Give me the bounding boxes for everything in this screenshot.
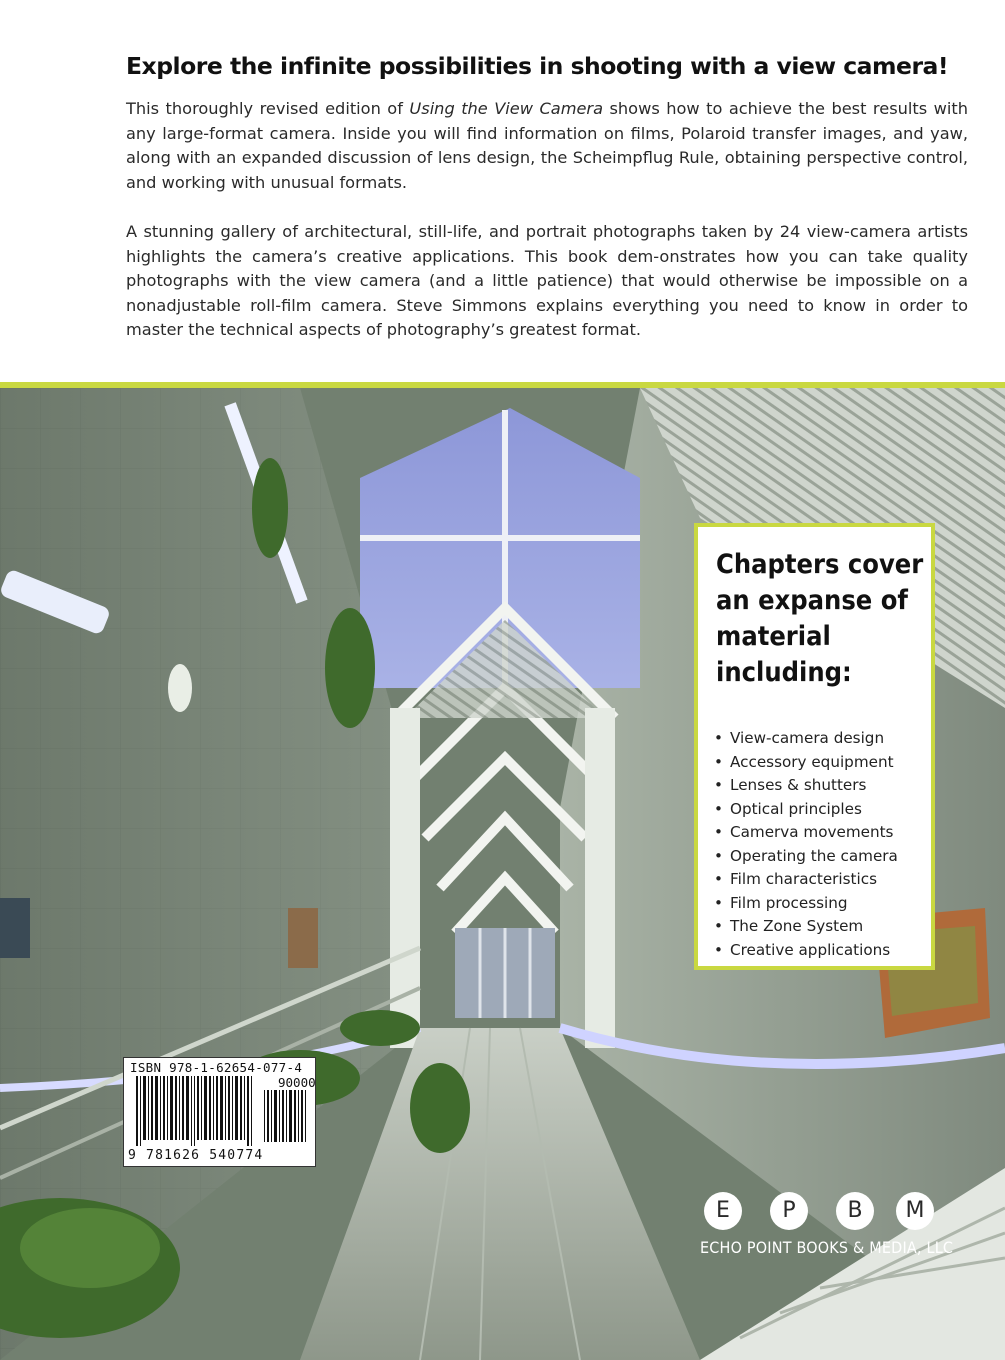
bullet: • bbox=[714, 940, 723, 959]
chapter-label: Lenses & shutters bbox=[730, 776, 867, 794]
isbn-label: ISBN 978-1-62654-077-4 bbox=[130, 1060, 303, 1075]
bullet: • bbox=[714, 752, 723, 771]
bullet: • bbox=[714, 776, 723, 794]
chapter-label: Accessory equipment bbox=[730, 752, 894, 771]
back-cover-text-area bbox=[0, 0, 1005, 385]
headline: Explore the infinite possibilities in shooting with a view camera! bbox=[126, 52, 949, 80]
bullet: • bbox=[714, 893, 723, 912]
chapter-label: The Zone System bbox=[730, 917, 864, 935]
logo-letter-b: B bbox=[836, 1192, 874, 1230]
chapter-item bbox=[714, 821, 934, 845]
chapter-item bbox=[714, 892, 934, 916]
chapter-item bbox=[714, 798, 934, 822]
description-p1-end: shows how to achieve the best results with any large-format camera. Inside you will find information on films, Polaroid transfer images, and yaw, along with an expanded discussion of lens design, the Scheimpflug Rule, obtaining perspective control, and working with unusual formats. bbox=[126, 99, 968, 192]
chapter-item bbox=[714, 845, 934, 869]
description-p1-start: This thoroughly revised edition of bbox=[126, 99, 410, 118]
bullet: • bbox=[714, 846, 723, 865]
chapter-item bbox=[714, 751, 934, 775]
chapter-item bbox=[714, 868, 934, 892]
price-code: 90000 bbox=[278, 1075, 316, 1090]
bullet: • bbox=[714, 799, 723, 818]
chapter-label: Camerva movements bbox=[730, 823, 894, 841]
chapters-heading: Chapters cover an expanse of material including: bbox=[716, 549, 924, 688]
chapter-item bbox=[714, 774, 934, 798]
logo-letter-m: M bbox=[896, 1192, 934, 1230]
description-paragraph-1 bbox=[126, 97, 968, 195]
isbn-barcode bbox=[123, 1057, 316, 1167]
chapters-list bbox=[714, 727, 934, 962]
bullet: • bbox=[714, 823, 723, 841]
bullet: • bbox=[714, 917, 723, 935]
chapter-item bbox=[714, 727, 934, 751]
bullet: • bbox=[714, 729, 723, 747]
publisher-name: ECHO POINT BOOKS & MEDIA, LLC bbox=[700, 1238, 954, 1257]
chapter-label: View-camera design bbox=[730, 729, 885, 747]
chapter-label: Optical principles bbox=[730, 799, 862, 818]
chapter-item bbox=[714, 939, 934, 963]
bullet: • bbox=[714, 870, 723, 888]
description-paragraph-2: A stunning gallery of architectural, still-life, and portrait photographs taken by 24 view-camera artists highlights the camera’s creative applications. This book dem-onstrates how you can take quality photographs with the view camera (and a little patience) that would otherwise be impossible on a nonadjustable roll-film camera. Steve Simmons explains everything you need to know in order to master the technical aspects of photography’s greatest format. bbox=[126, 222, 968, 340]
chapter-label: Creative applications bbox=[730, 940, 891, 959]
logo-letter-e: E bbox=[704, 1192, 742, 1230]
chapter-label: Film processing bbox=[730, 893, 848, 912]
chapter-label: Film characteristics bbox=[730, 870, 877, 888]
publisher-logo bbox=[698, 1192, 958, 1272]
chapter-item bbox=[714, 915, 934, 939]
book-title: Using the View Camera bbox=[409, 99, 604, 118]
chapters-callout bbox=[694, 523, 935, 970]
logo-letter-p: P bbox=[770, 1192, 808, 1230]
isbn-number: 9 781626 540774 bbox=[128, 1148, 264, 1163]
chapter-label: Operating the camera bbox=[730, 846, 898, 865]
